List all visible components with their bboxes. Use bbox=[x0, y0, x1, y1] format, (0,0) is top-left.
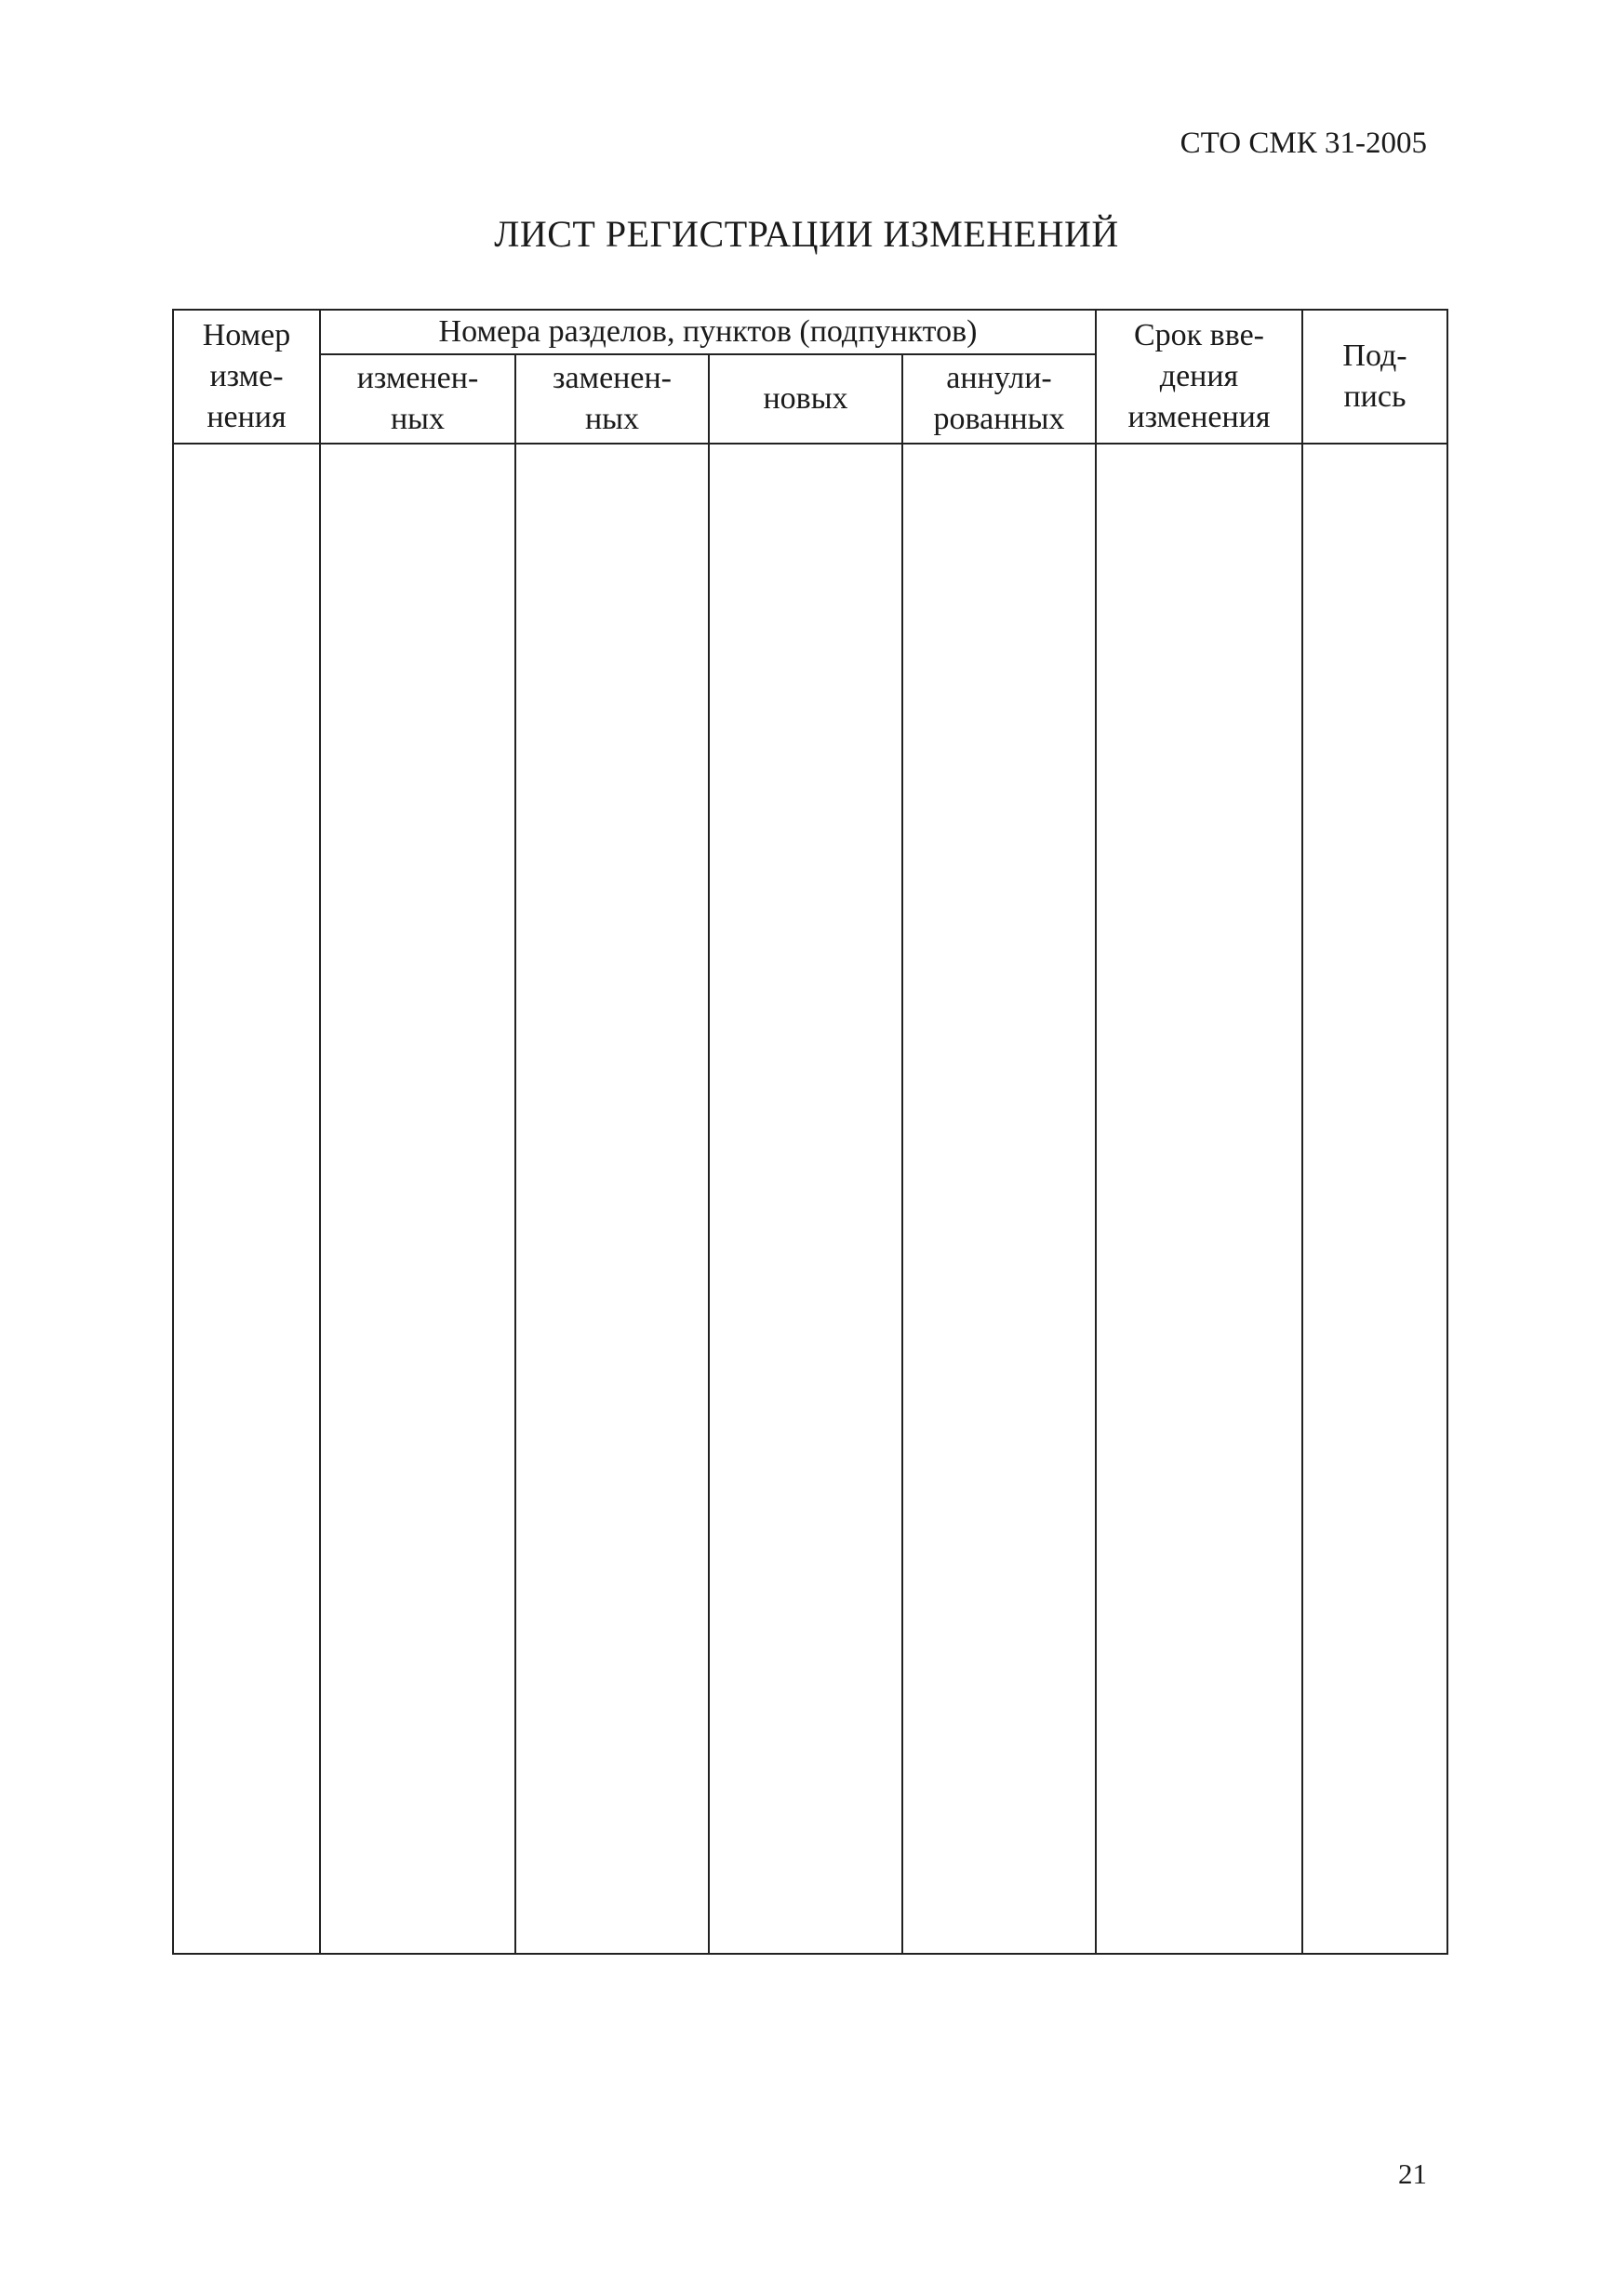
header-changed bbox=[320, 354, 515, 444]
header-change-number-line3: нения bbox=[207, 400, 287, 434]
header-effective-date-line2: дения bbox=[1159, 359, 1239, 393]
header-annulled-line2: рованных bbox=[933, 402, 1065, 436]
header-signature bbox=[1302, 310, 1447, 444]
header-effective-date-line3: изменения bbox=[1127, 400, 1271, 434]
header-signature-line2: пись bbox=[1343, 379, 1406, 414]
page-title: ЛИСТ РЕГИСТРАЦИИ ИЗМЕНЕНИЙ bbox=[494, 213, 1119, 255]
table-row bbox=[173, 444, 1447, 1954]
header-change-number bbox=[173, 310, 320, 444]
header-section-numbers: Номера разделов, пунктов (подпунктов) bbox=[320, 310, 1096, 354]
header-effective-date bbox=[1096, 310, 1302, 444]
change-registration-table bbox=[172, 309, 1448, 1955]
header-replaced-line2: ных bbox=[584, 402, 640, 436]
header-change-number-line1: Номер bbox=[202, 318, 291, 352]
header-new: новых bbox=[709, 354, 902, 444]
header-replaced bbox=[515, 354, 709, 444]
table-cell bbox=[173, 444, 320, 1954]
table-cell bbox=[1302, 444, 1447, 1954]
page-number: 21 bbox=[1398, 2157, 1427, 2190]
header-changed-line1: изменен- bbox=[356, 361, 479, 395]
header-replaced-line1: заменен- bbox=[553, 361, 672, 395]
table-cell bbox=[709, 444, 902, 1954]
document-code: СТО СМК 31-2005 bbox=[1180, 126, 1427, 160]
header-changed-line2: ных bbox=[390, 402, 446, 436]
header-annulled-line1: аннули- bbox=[946, 361, 1052, 395]
table-cell bbox=[902, 444, 1096, 1954]
header-effective-date-line1: Срок вве- bbox=[1133, 318, 1264, 352]
header-change-number-line2: изме- bbox=[209, 359, 284, 393]
table-cell bbox=[1096, 444, 1302, 1954]
table-cell bbox=[320, 444, 515, 1954]
header-annulled bbox=[902, 354, 1096, 444]
table-cell bbox=[515, 444, 709, 1954]
header-signature-line1: Под- bbox=[1342, 338, 1407, 373]
